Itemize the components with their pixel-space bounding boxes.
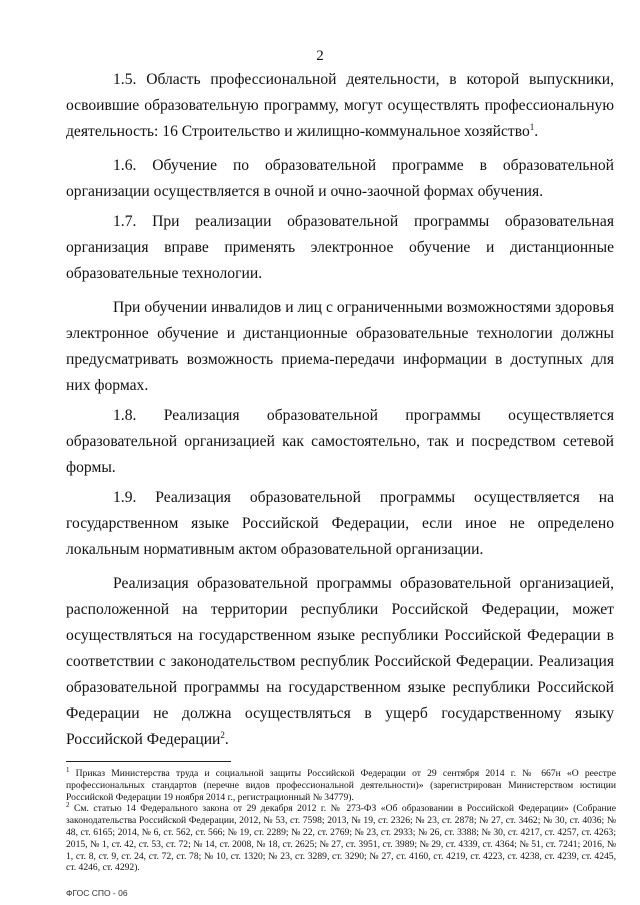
footnote-mark-1: 1	[66, 765, 70, 774]
footnote-mark-2: 2	[66, 801, 70, 810]
main-text	[66, 67, 614, 757]
paragraph-tail: .	[224, 731, 229, 748]
paragraph-tail: .	[534, 123, 539, 140]
footnote-ref-1: 1	[529, 121, 535, 132]
paragraph-1-5	[66, 67, 614, 145]
footnote-2	[66, 803, 616, 874]
paragraph-text: При обучении инвалидов и лиц с ограниченными возможностями здоровья электронное обучение и дистанционные образовательные технологии должны предусматривать возможность приема-передачи информации в доступных для них формах.	[66, 299, 614, 394]
footnote-ref-2: 2	[220, 729, 225, 740]
paragraph-text: 1.9. Реализация образовательной программы осуществляется на государственном языке Российской Федерации, если иное не определено локальным нормативным актом образовательной организации.	[66, 489, 614, 558]
paragraph-text: 1.5. Область профессиональной деятельности, в которой выпускники, освоившие образовательную программу, могут осуществлять профессиональную деятельность: 16 Строительство и жилищно-коммунальное хозяйство	[66, 71, 614, 140]
paragraph-1-7	[66, 209, 614, 287]
footnote-text: См. статью 14 Федерального закона от 29 декабря 2012 г. № 273-ФЗ «Об образовании в Российской Федерации» (Собрание законодательства Российской Федерации, 2012, № 53, ст. 7598; 2013, № 19, ст. 2326; № 23, ст. 2878; № 27, ст. 3462; № 30, ст. 4036; № 48, ст. 6165; 2014, № 6, ст. 562, ст. 566; № 19, ст. 2289; № 22, ст. 2769; № 23, ст. 2933; № 26, ст. 3388; № 30, ст. 4217, ст. 4257, ст. 4263; 2015, № 1, ст. 42, ст. 53, ст. 72; № 14, ст. 2008, № 18, ст. 2625; № 27, ст. 3951, ст. 3989; № 29, ст. 4339, ст. 4364; № 51, ст. 7241; 2016, № 1, ст. 8, ст. 9, ст. 24, ст. 72, ст. 78; № 10, ст. 1320; № 23, ст. 3289, ст. 3290; № 27, ст. 4160, ст. 4219, ст. 4223, ст. 4238, ст. 4239, ст. 4245, ст. 4246, ст. 4292).	[66, 803, 616, 874]
paragraph-text: Реализация образовательной программы образовательной организацией, расположенной на территории республики Российской Федерации, может осуществляться на государственном языке республики Российской Федерации в соответствии с законодательством республик Российской Федерации. Реализация образовательной программы на государственном языке республики Российской Федерации не должна осуществляться в ущерб государственному языку Российской Федерации	[66, 575, 614, 748]
paragraph-1-6	[66, 153, 614, 205]
footnote-1	[66, 765, 616, 803]
paragraph-disabled-learners	[66, 295, 614, 399]
paragraph-text: 1.7. При реализации образовательной программы образовательная организация вправе применять электронное обучение и дистанционные образовательные технологии.	[66, 213, 614, 282]
footnote-separator	[66, 761, 231, 762]
paragraph-text: 1.8. Реализация образовательной программы осуществляется образовательной организацией как самостоятельно, так и посредством сетевой формы.	[66, 407, 614, 476]
paragraph-1-9	[66, 485, 614, 563]
document-code: ФГОС СПО - 06	[66, 888, 128, 898]
footnotes	[66, 765, 616, 874]
page-number: 2	[316, 48, 324, 64]
footnote-text: Приказ Министерства труда и социальной защиты Российской Федерации от 29 сентября 2014 г. № 667н «О реестре профессиональных стандартов (перечне видов профессиональной деятельности)» (зарегистрирован Министерством юстиции Российской Федерации 19 ноября 2014 г., регистрационный № 34779).	[66, 768, 616, 803]
paragraph-text: 1.6. Обучение по образовательной программе в образовательной организации осуществляется в очной и очно-заочной формах обучения.	[66, 157, 614, 200]
paragraph-republic-language	[66, 571, 614, 753]
paragraph-1-8	[66, 403, 614, 481]
